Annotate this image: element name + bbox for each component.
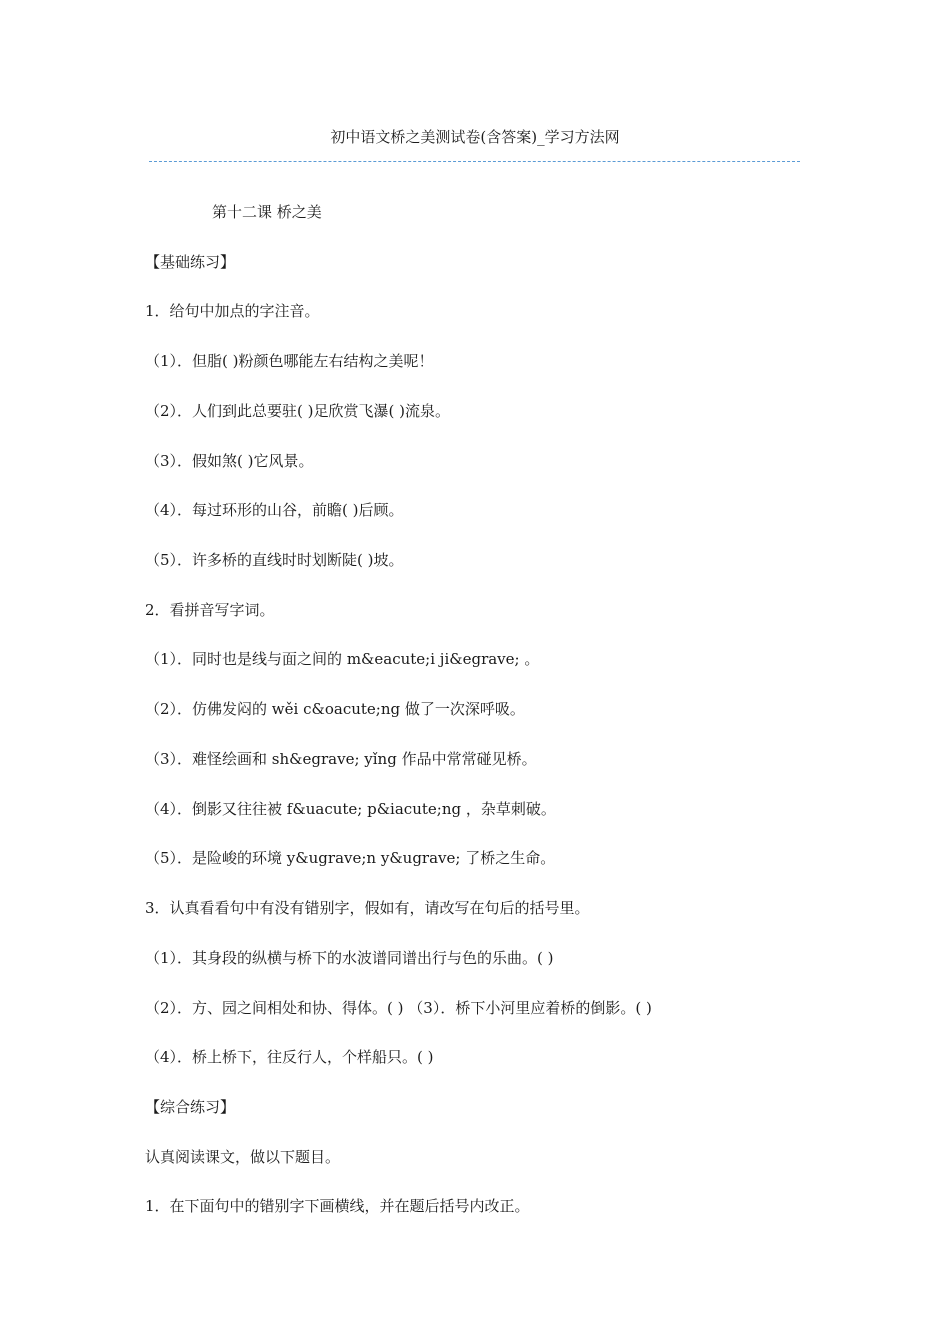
question-1-prompt: 1．给句中加点的字注音。 [145, 302, 320, 320]
question-2-item: （1）．同时也是线与面之间的 m&eacute;i ji&egrave; 。 [145, 650, 540, 668]
question-1-item: （2）．人们到此总要驻( )足欣赏飞瀑( )流泉。 [145, 402, 450, 420]
page-header-title: 初中语文桥之美测试卷(含答案)_学习方法网 [330, 128, 620, 146]
lesson-title: 第十二课 桥之美 [212, 203, 322, 221]
reading-instruction: 认真阅读课文，做以下题目。 [145, 1148, 341, 1166]
question-2-item: （4）．倒影又往往被 f&uacute; p&iacute;ng ，杂草刺破。 [145, 800, 556, 818]
comprehensive-question-1-prompt: 1．在下面句中的错别字下画横线，并在题后括号内改正。 [145, 1197, 530, 1215]
section-heading-basic: 【基础练习】 [145, 253, 236, 271]
question-1-item: （4）．每过环形的山谷，前瞻( )后顾。 [145, 501, 404, 519]
section-heading-comprehensive: 【综合练习】 [145, 1098, 236, 1116]
question-3-item: （2）．方、园之间相处和协、得体。( ) （3）．桥下小河里应着桥的倒影。( ) [145, 999, 652, 1017]
header-divider [149, 161, 800, 162]
question-1-item: （5）．许多桥的直线时时划断陡( )坡。 [145, 551, 404, 569]
question-2-item: （5）．是险峻的环境 y&ugrave;n y&ugrave; 了桥之生命。 [145, 849, 556, 867]
question-3-item: （1）．其身段的纵横与桥下的水波谱同谱出行与色的乐曲。( ) [145, 949, 554, 967]
question-2-item: （2）．仿佛发闷的 wěi c&oacute;ng 做了一次深呼吸。 [145, 700, 525, 718]
question-1-item: （1）．但脂( )粉颜色哪能左右结构之美呢！ [145, 352, 434, 370]
question-1-item: （3）．假如煞( )它风景。 [145, 452, 314, 470]
question-2-prompt: 2．看拼音写字词。 [145, 601, 275, 619]
question-3-item: （4）．桥上桥下，往反行人，个样船只。( ) [145, 1048, 434, 1066]
question-3-prompt: 3．认真看看句中有没有错别字，假如有，请改写在句后的括号里。 [145, 899, 590, 917]
question-2-item: （3）．难怪绘画和 sh&egrave; yǐng 作品中常常碰见桥。 [145, 750, 537, 768]
